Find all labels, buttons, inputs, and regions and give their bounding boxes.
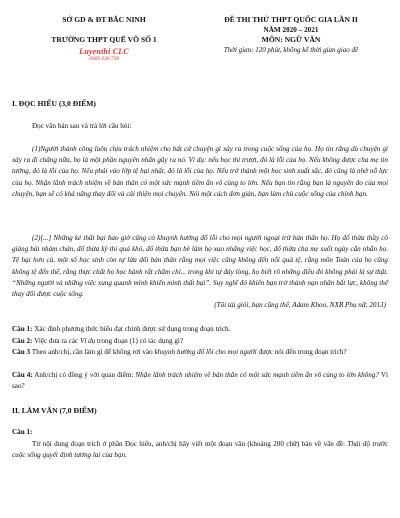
question-3-italic: khuynh hướng đổ lỗi cho mọi người [154, 348, 257, 356]
watermark-phone: 0969 330 758 [89, 56, 119, 62]
question-2-italic: Ví dụ [79, 337, 96, 345]
exam-time: Thời gian: 120 phút, không kể thời gian giao đề [223, 46, 359, 54]
writing-q1-italic: Thái độ trước cuộc sống quyết định tương lai của bạn. [12, 440, 388, 460]
passage-paragraph-2: (2)[...] Những kẻ thất bại bao giờ cũng có khuynh hướng đổ lỗi cho mọi người ngoại trừ bản thân họ. Họ đổ thừa thầy cô giảng bài nhàm chán, đổ thừa kỳ thi quá khó, đổ thừa bạn bè làm họ xao nhãng việc học, đổ thừa cha mẹ suốt ngày cằn nhằn họ. Tệ hại hơn cả, một số học sinh còn tự lừa dối bản thân rằng mọi việc cũng không đến nỗi quá tệ, rằng môn Toán của họ cũng không tệ đến thế, rằng thực chất họ học hành rất chăm chỉ... trong khi tự đáy lòng, họ biết rõ những điều đó không phải là sự thật. “Những người và những việc xung quanh mình khiến mình thất bại”. Suy nghĩ đó khiến bạn trở thành nạn nhân bất lực, không thể thay đổi được cuộc sống. [12, 234, 388, 299]
question-1 [12, 324, 388, 335]
exam-year: NĂM 2020 – 2021 [263, 26, 319, 34]
writing-q1-text: Từ nội dung đoạn trích ở phần Đọc hiểu, anh/chị hãy viết một đoạn văn (khoảng 200 chữ) bàn về vấn đề: [32, 440, 348, 448]
watermark-brand: Luyenthi CLC [79, 47, 129, 56]
passage-source: (Tôi tài giỏi, bạn cũng thế, Adam Khoo, NXB Phụ nữ, 2013) [214, 301, 386, 309]
question-4-italic: Nhận lãnh trách nhiệm về bản thân có một sức mạnh tiềm ẩn vô cùng to lớn không? [135, 371, 379, 379]
section-writing-title: II. LÀM VĂN (7,0 ĐIỂM) [12, 406, 97, 415]
department-name: SỞ GD & ĐT BẮC NINH [62, 15, 146, 24]
question-2 [12, 336, 388, 347]
writing-question-1-label [12, 427, 388, 438]
school-header [24, 15, 184, 63]
question-2-text-a: Việc đưa ra các [32, 337, 80, 345]
question-4 [12, 370, 388, 392]
section-reading-title: I. ĐỌC HIỂU (3,0 ĐIỂM) [12, 99, 96, 108]
question-3-text-a: Theo anh/chị, cần làm gì để không rơi vào [30, 348, 155, 356]
writing-question-1 [12, 439, 388, 461]
passage-paragraph-1: (1)Người thành công luôn chịu trách nhiệm cho bất cứ chuyện gì xảy ra trong cuộc sống của họ. Họ tin rằng dù chuyện gì xảy ra đi chăng nữa, họ là một phần nguyên nhân gây ra nó. Ví dụ: nếu học thi trượt, đó là lỗi của họ. Nếu không được cha mẹ tin tưởng, đó là lỗi của họ. Nếu phải vào lớp tệ hại nhất, đó là lỗi của họ. Nếu trở thành một học sinh xuất sắc, đó cũng là nhờ nỗ lực của họ. Nhận lãnh trách nhiệm về bản thân có một sức mạnh tiềm ẩn vô cùng to lớn. Nếu bạn tin rằng bạn là nguyên do của mọi chuyện, bạn sẽ có khả năng thay đổi và cải thiện mọi chuyện. Nói một cách đơn giản, bạn làm chủ cuộc sống của chính bạn. [12, 145, 388, 198]
question-3-text-b: được nói đến trong đoạn trích? [256, 348, 347, 356]
question-4-text-a: Anh/chị có đồng ý với quan điểm: [32, 371, 136, 379]
school-name: TRƯỜNG THPT QUẾ VÕ SỐ 1 [51, 35, 157, 44]
question-3 [12, 347, 388, 358]
question-2-label: Câu 2: [12, 337, 33, 345]
exam-title: ĐỀ THI THỬ THPT QUỐC GIA LẦN II [224, 15, 358, 24]
question-4-label: Câu 4: [12, 371, 33, 379]
question-1-label: Câu 1: [12, 325, 33, 333]
reading-intro: Đọc văn bản sau và trả lời câu hỏi: [32, 122, 132, 130]
question-3-label: Câu 3 [12, 348, 31, 356]
question-2-text-b: trong đoạn (1) có tác dụng gì? [95, 337, 184, 345]
question-4-text-b: Vì sao? [12, 371, 388, 391]
exam-subject: MÔN: NGỮ VĂN [261, 35, 321, 44]
writing-q1-label: Câu 1: [12, 428, 33, 436]
exam-header [196, 15, 386, 55]
question-1-text: Xác định phương thức biểu đạt chính được sử dụng trong đoạn trích. [32, 325, 231, 333]
